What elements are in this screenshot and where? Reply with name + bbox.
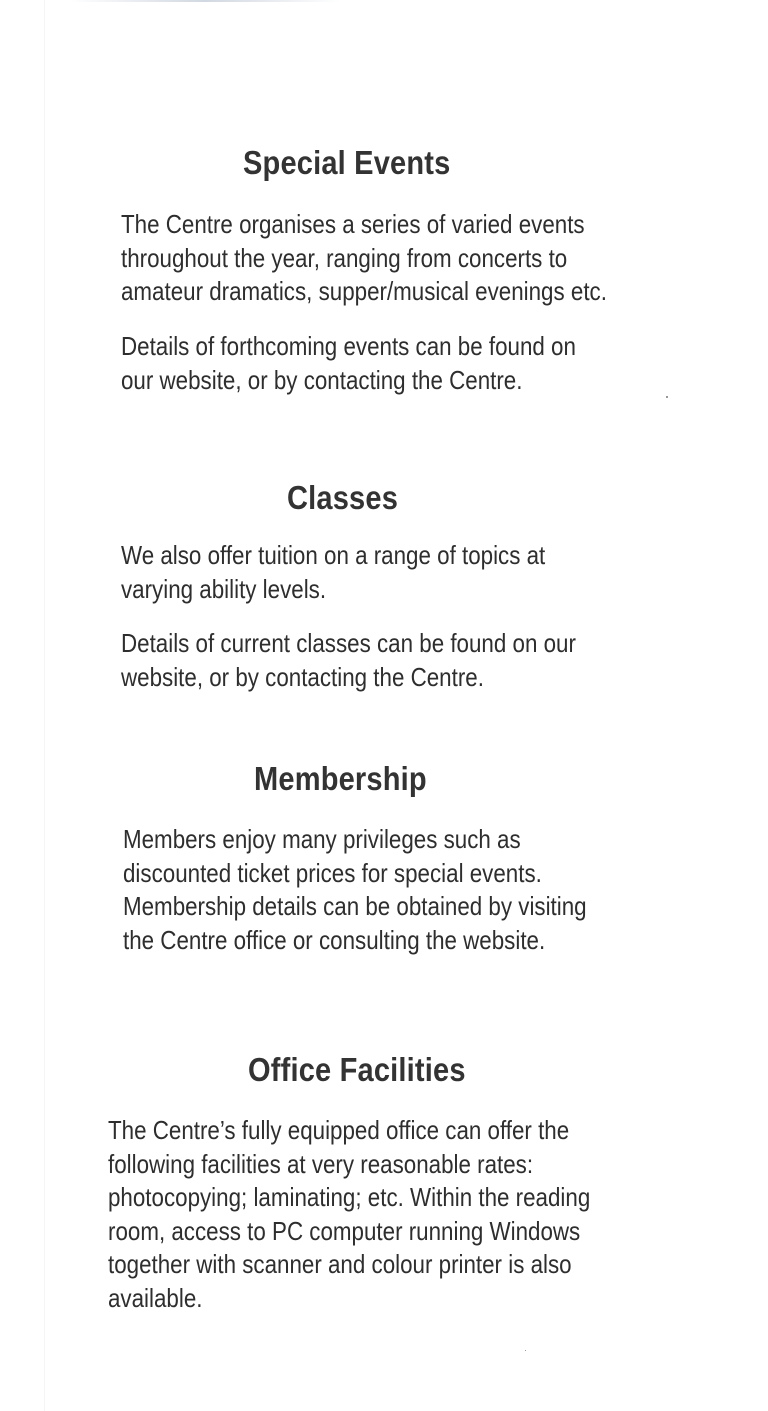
classes-heading: Classes [287,479,399,516]
office-facilities-description: The Centre’s fully equipped office can offer the following facilities at very reasonable rates: photocopying; laminating; etc. Within the reading room, access to PC computer running Windows together with scanner and colour printer is also available. [108,1115,591,1313]
scan-edge-shadow [70,0,340,2]
scan-speck [525,1350,526,1351]
special-events-details: Details of forthcoming events can be found on our website, or by contacting the Centre. [121,331,576,395]
scan-speck [666,396,668,398]
office-facilities-heading: Office Facilities [248,1051,466,1088]
membership-heading: Membership [254,760,427,797]
page-fold-line [44,0,45,1411]
classes-details: Details of current classes can be found on our website, or by contacting the Centre. [121,628,576,692]
membership-description: Members enjoy many privileges such as discounted ticket prices for special events. Membership details can be obtained by visiting the Centre office or consulting the website. [123,824,587,955]
special-events-heading: Special Events [243,144,451,181]
special-events-description: The Centre organises a series of varied events throughout the year, ranging from concerts to amateur dramatics, supper/musical evenings etc. [121,209,607,306]
classes-description: We also offer tuition on a range of topics at varying ability levels. [121,540,546,604]
